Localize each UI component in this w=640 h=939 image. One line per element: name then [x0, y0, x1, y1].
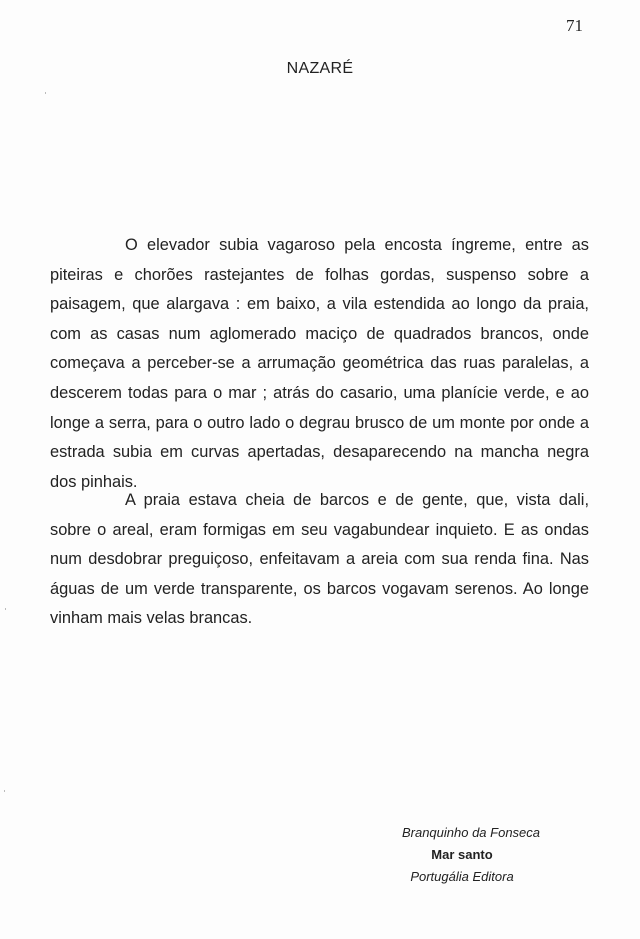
- paragraph-block-1: [50, 231, 589, 497]
- page-title: NAZARÉ: [286, 60, 354, 77]
- credit-book-title: Mar santo: [431, 847, 493, 862]
- scan-speck: [45, 92, 46, 94]
- scan-speck: [4, 790, 5, 792]
- credit-author: Branquinho da Fonseca: [401, 825, 541, 840]
- paragraph: O elevador subia vagaroso pela encosta íngreme, entre as piteiras e chorões rastejantes de folhas gordas, suspenso sobre a paisagem, que alargava : em baixo, a vila estendida ao longo da praia, com as casas num aglomerado maciço de quadrados brancos, onde começava a perceber-se a arrumação geométrica das ruas paralelas, a descerem todas para o mar ; atrás do casario, uma planície verde, e ao longe a serra, para o outro lado o degrau brusco de um monte por onde a estrada subia em curvas apertadas, desaparecendo na mancha negra dos pinhais.: [50, 236, 589, 491]
- source-credits: [360, 822, 560, 888]
- paragraph: A praia estava cheia de barcos e de gente, que, vista dali, sobre o areal, eram formigas em seu vagabundear inquieto. E as ondas num desdobrar preguiçoso, enfeitavam a areia com sua renda fina. Nas águas de um verde transparente, os barcos vogavam serenos. Ao longe vinham mais velas brancas.: [50, 491, 589, 628]
- page-number: 71: [566, 16, 583, 35]
- scan-speck: [5, 608, 6, 610]
- paragraph-block-2: [50, 486, 589, 634]
- credit-publisher: Portugália Editora: [410, 869, 514, 884]
